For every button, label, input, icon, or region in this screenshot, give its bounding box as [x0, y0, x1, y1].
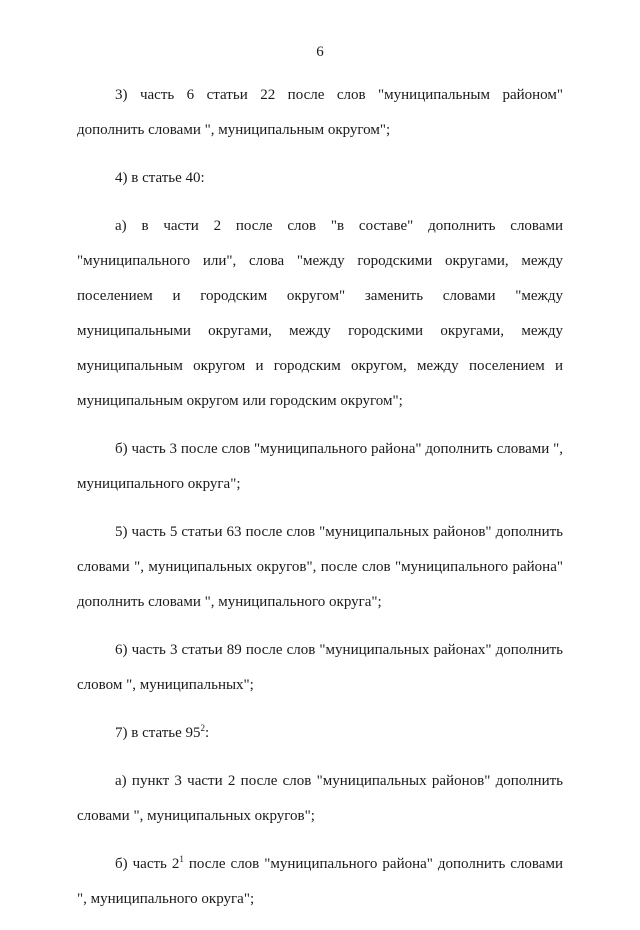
paragraph-item-6: 6) часть 3 статьи 89 после слов "муниципальных районах" дополнить словом ", муниципальных";: [77, 642, 563, 693]
paragraph-text: 7) в статье 95: [115, 725, 201, 741]
paragraph-item-3: 3) часть 6 статьи 22 после слов "муниципальным районом" дополнить словами ", муниципальным округом";: [77, 87, 563, 138]
paragraph-text: :: [205, 725, 210, 741]
paragraph-text: после слов "муниципального района" дополнить словами ", муниципального округа";: [77, 856, 563, 907]
paragraph-item-7b: [77, 847, 563, 917]
paragraph-item-4: 4) в статье 40:: [115, 170, 205, 186]
paragraph-item-4b: б) часть 3 после слов "муниципального района" дополнить словами ", муниципального округа";: [77, 441, 563, 492]
page-number: 6: [316, 44, 324, 60]
superscript: 2: [200, 723, 206, 733]
paragraph-item-7a: а) пункт 3 части 2 после слов "муниципальных районов" дополнить словами ", муниципальных округов";: [77, 773, 563, 824]
superscript: 1: [179, 854, 184, 864]
document-body: [77, 78, 563, 930]
paragraph-item-7: [77, 716, 563, 751]
paragraph-text: б) часть 2: [115, 856, 180, 872]
paragraph-item-4a: а) в части 2 после слов "в составе" дополнить словами "муниципального или", слова "между городскими округами, между поселением и городским округом" заменить словами "между муниципальными округами, между городскими округами, между муниципальным округом и городским округом, между поселением и муниципальным округом или городским округом";: [77, 218, 563, 409]
paragraph-item-5: 5) часть 5 статьи 63 после слов "муниципальных районов" дополнить словами ", муниципальных округов", после слов "муниципального района" дополнить словами ", муниципального округа";: [77, 524, 563, 610]
